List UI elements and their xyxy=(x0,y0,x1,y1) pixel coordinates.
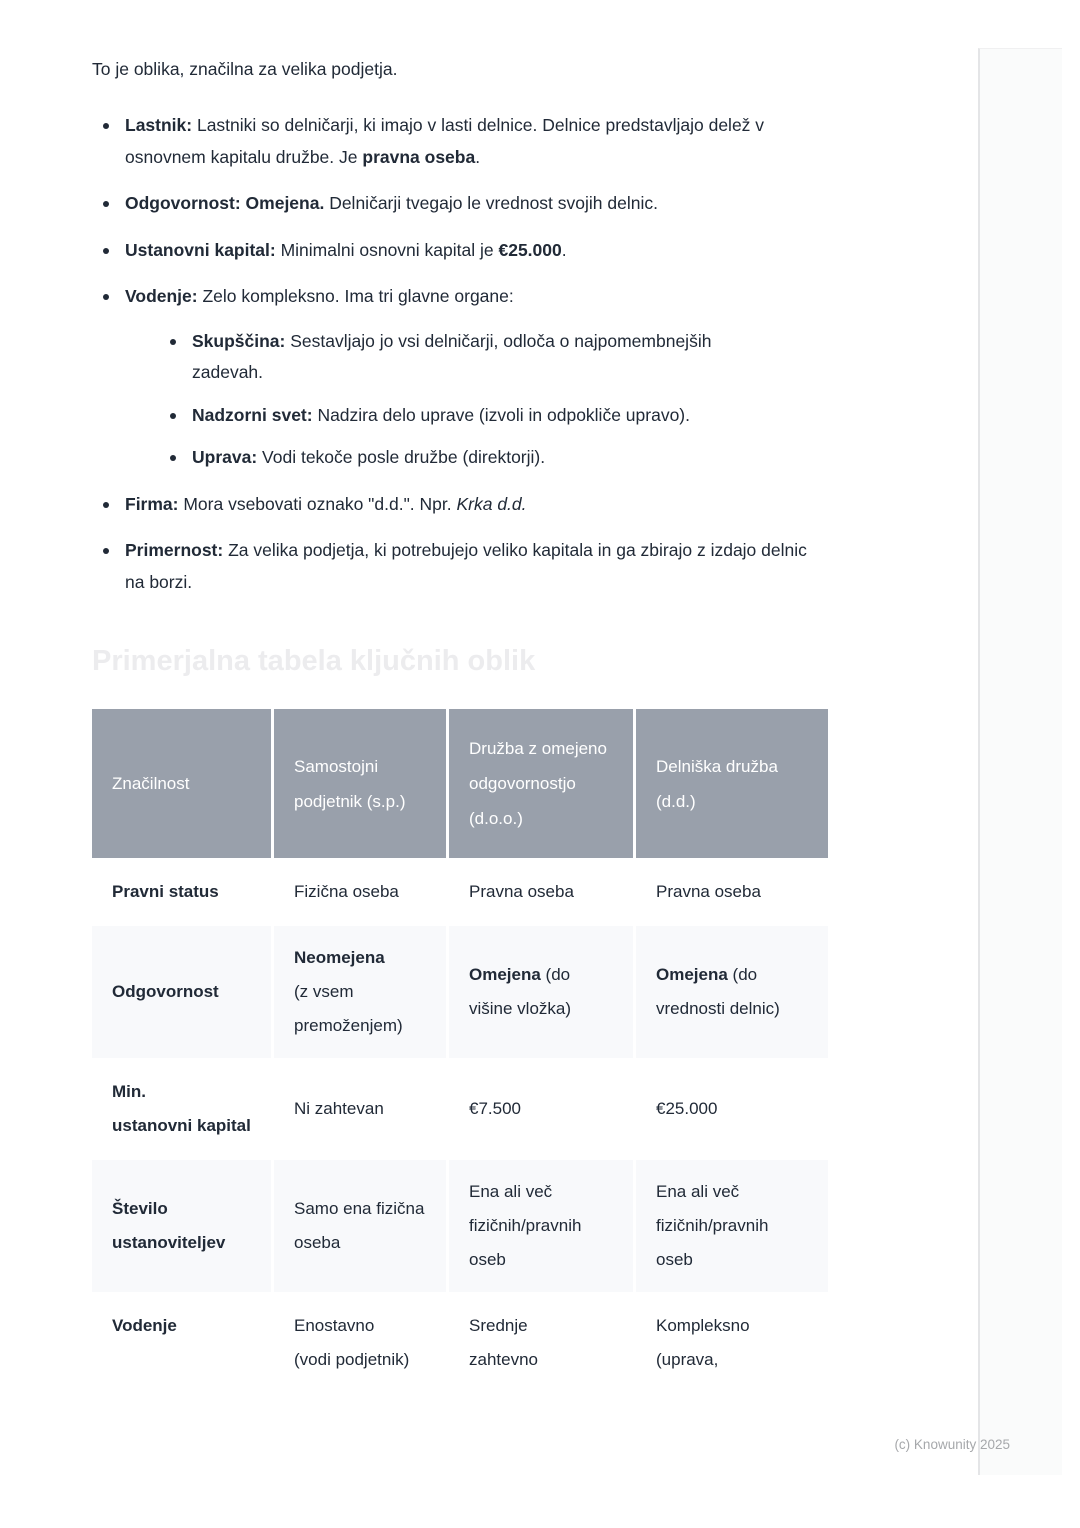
text-segment: Ena ali več fizičnih/pravnih oseb xyxy=(656,1182,769,1269)
bullet-item xyxy=(92,110,828,173)
row-label-cell xyxy=(92,1160,271,1292)
text-segment: Neomejena xyxy=(294,948,385,967)
table-cell xyxy=(449,1160,633,1292)
page-content xyxy=(92,0,828,1478)
text-segment: Lastnik: xyxy=(125,115,193,135)
text-segment: Krka d.d. xyxy=(456,493,527,514)
table-row xyxy=(92,926,828,1058)
table-cell xyxy=(636,926,828,1058)
text-segment: Kompleksno (uprava, xyxy=(656,1316,750,1369)
text-segment: (do višine vložka) xyxy=(469,965,572,1018)
text-segment: . xyxy=(561,239,567,260)
row-label-cell xyxy=(92,860,271,924)
table-row xyxy=(92,1160,828,1292)
text-segment: Minimalni osnovni kapital je xyxy=(275,239,499,260)
text-segment: Pravna oseba xyxy=(656,882,761,901)
text-segment: (vodi podjetnik) xyxy=(294,1350,410,1369)
table-cell xyxy=(274,1160,446,1292)
text-segment: Ena ali več fizičnih/pravnih oseb xyxy=(469,1182,582,1269)
text-segment: Min. xyxy=(112,1082,146,1101)
table-cell xyxy=(449,860,633,924)
watermark: (c) Knowunity 2025 xyxy=(894,1437,1010,1452)
text-segment: (do vrednosti delnic) xyxy=(656,965,780,1018)
text-segment: Ustanovni kapital: xyxy=(125,239,276,260)
text-segment: pravna oseba xyxy=(362,146,476,167)
row-label-cell xyxy=(92,1060,271,1158)
text-segment: Odgovornost xyxy=(112,982,219,1001)
text-segment: Zelo kompleksno. Ima tri glavne organe: xyxy=(197,286,514,306)
text-segment: Omejena xyxy=(469,965,541,984)
text-segment: Lastniki so delničarji, ki imajo v lasti delnice. Delnice predstavljajo delež v osnovnem kapitalu družbe. Je xyxy=(125,115,765,167)
bullet-list xyxy=(92,110,828,598)
table-cell xyxy=(636,1060,828,1158)
table-cell xyxy=(274,860,446,924)
bullet-item xyxy=(92,489,828,521)
text-segment: Pravna oseba xyxy=(469,882,574,901)
sub-bullet-item xyxy=(159,400,749,432)
text-segment: Za velika podjetja, ki potrebujejo veliko kapitala in ga zbirajo z izdajo delnic na borzi. xyxy=(125,540,807,592)
text-segment: €25.000 xyxy=(656,1099,718,1118)
text-segment: €25.000 xyxy=(498,239,562,260)
text-segment: ustanovni kapital xyxy=(112,1116,251,1135)
row-label-cell xyxy=(92,1294,271,1392)
table-cell xyxy=(449,926,633,1058)
sub-bullet-item xyxy=(159,326,749,389)
text-segment: Sestavljajo jo vsi delničarji, odloča o najpomembnejših zadevah. xyxy=(192,330,712,382)
table-row xyxy=(92,709,828,858)
text-segment: €7.500 xyxy=(469,1099,521,1118)
text-segment: Samo ena fizična oseba xyxy=(294,1199,425,1252)
text-segment: Vodenje: xyxy=(125,286,198,306)
bullet-item xyxy=(92,188,828,220)
table-cell xyxy=(636,1160,828,1292)
row-label-cell xyxy=(92,926,271,1058)
sub-bullet-item xyxy=(159,442,749,474)
text-segment: Vodenje xyxy=(112,1316,177,1335)
text-segment: Ni zahtevan xyxy=(294,1099,384,1118)
table-header-cell: Samostojni podjetnik (s.p.) xyxy=(274,709,446,858)
bullet-item xyxy=(92,535,828,598)
table-row xyxy=(92,1294,828,1392)
text-segment: Število ustanoviteljev xyxy=(112,1199,226,1252)
bullet-item xyxy=(92,281,828,474)
section-heading: Primerjalna tabela ključnih oblik xyxy=(92,645,536,677)
table-row xyxy=(92,1060,828,1158)
text-segment: Skupščina: xyxy=(192,330,286,351)
text-segment: Omejena xyxy=(656,965,728,984)
text-segment: Mora vsebovati oznako "d.d.". Npr. xyxy=(178,493,457,514)
text-segment: Vodi tekoče posle družbe (direktorji). xyxy=(257,447,546,467)
table-cell xyxy=(449,1294,633,1392)
table-cell xyxy=(274,1060,446,1158)
comparison-table xyxy=(92,707,828,1394)
text-segment: Uprava: xyxy=(192,447,258,467)
text-segment: (z vsem premoženjem) xyxy=(294,982,403,1035)
text-segment: Pravni status xyxy=(112,882,219,901)
table-header-row xyxy=(92,709,828,858)
table-header-cell: Delniška družba (d.d.) xyxy=(636,709,828,858)
intro-paragraph: To je oblika, značilna za velika podjetja. xyxy=(92,59,398,79)
sub-bullet-list xyxy=(125,326,828,474)
table-cell xyxy=(636,1294,828,1392)
text-segment: Fizična oseba xyxy=(294,882,399,901)
text-segment: . xyxy=(475,146,481,167)
bullet-item xyxy=(92,235,828,267)
table-header-cell: Družba z omejeno odgovornostjo (d.o.o.) xyxy=(449,709,633,858)
table-cell xyxy=(636,860,828,924)
text-segment: Odgovornost: Omejena. xyxy=(125,193,325,213)
text-segment: Srednje xyxy=(469,1316,528,1335)
text-segment: Delničarji tvegajo le vrednost svojih delnic. xyxy=(324,193,658,213)
text-segment: Nadzira delo uprave (izvoli in odpokliče upravo). xyxy=(312,404,690,425)
table-cell xyxy=(274,926,446,1058)
text-segment: Firma: xyxy=(125,493,179,514)
table-row xyxy=(92,860,828,924)
table-cell xyxy=(449,1060,633,1158)
text-segment: zahtevno xyxy=(469,1350,538,1369)
next-page-edge xyxy=(978,48,1062,1475)
text-segment: Primernost: xyxy=(125,540,224,560)
table-body xyxy=(92,860,828,1392)
table-header-cell: Značilnost xyxy=(92,709,271,858)
text-segment: Nadzorni svet: xyxy=(192,404,313,425)
text-segment: Enostavno xyxy=(294,1316,375,1335)
table-cell xyxy=(274,1294,446,1392)
